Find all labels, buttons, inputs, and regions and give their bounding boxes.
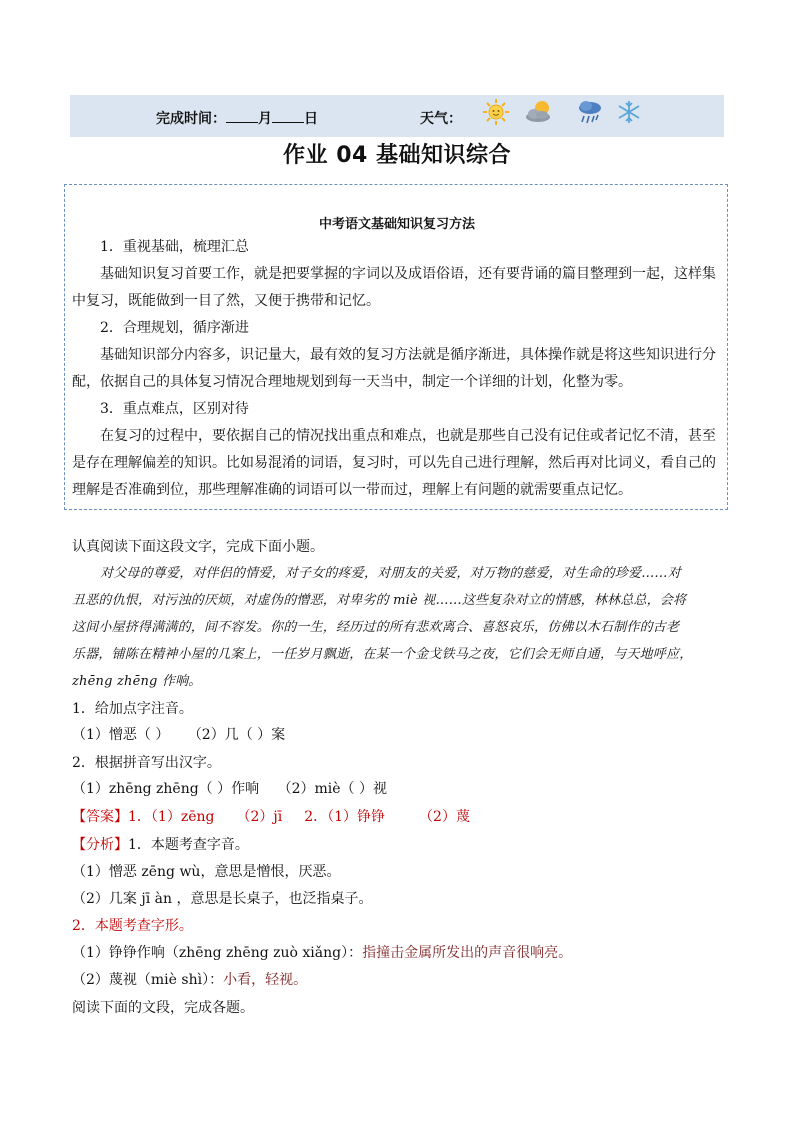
tips-heading-3: 3．重点难点，区别对待 <box>100 401 249 417</box>
tips-para-3-line-3: 理解是否准确到位，那些理解准确的词语可以一带而过，理解上有问题的就需要重点记忆。 <box>72 482 632 498</box>
analysis-line-1 <box>72 832 249 859</box>
passage-line-2: 丑恶的仇恨，对污浊的厌烦，对虚伪的憎恶，对卑劣的 miè 视……这些复杂对立的情感，林林总总，会将 <box>72 593 687 608</box>
passage-line-1: 对父母的尊爱，对伴侣的情爱，对子女的疼爱，对朋友的关爱，对万物的慈爱，对生命的珍爱……对 <box>100 566 681 581</box>
analysis-q2-item-1-term: （1）铮铮作响（zhēng zhēng zuò xiǎng）： <box>72 945 363 961</box>
analysis-tag: 【分析】 <box>72 837 128 853</box>
tips-para-3-line-2: 是存在理解偏差的知识。比如易混淆的词语，复习时，可以先自己进行理解，然后再对比词义，看自己的 <box>72 455 716 471</box>
partly-cloudy-icon[interactable] <box>524 98 556 126</box>
analysis-line-3: （2）几案 jī àn ，意思是长桌子，也泛指桌子。 <box>72 891 373 907</box>
tips-para-1-line-2: 中复习，既能做到一目了然，又便于携带和记忆。 <box>72 293 380 309</box>
tips-heading-2: 2．合理规划，循序渐进 <box>100 320 249 336</box>
question-2-stem: 2．根据拼音写出汉字。 <box>72 755 221 771</box>
sunny-icon[interactable] <box>482 98 510 126</box>
question-1-item-2: （2）几（ ）案 <box>187 727 286 743</box>
passage-line-5: zhēng zhēng 作响。 <box>72 674 202 689</box>
weather-label: 天气： <box>420 111 462 127</box>
day-blank[interactable] <box>272 110 304 123</box>
question-2-items <box>72 776 387 803</box>
page-title: 作业 04 基础知识综合 <box>283 143 511 168</box>
rain-icon[interactable] <box>576 98 604 126</box>
tips-para-2-line-1: 基础知识部分内容多，识记量大，最有效的复习方法就是循序渐进，具体操作就是将这些知识进行分 <box>100 347 716 363</box>
answer-tag: 【答案】 <box>72 809 128 825</box>
question-1-stem: 1．给加点字注音。 <box>72 701 193 717</box>
passage-line-3: 这间小屋挤得满满的，间不容发。你的一生，经历过的所有悲欢离合、喜怒哀乐，仿佛以木石制作的古老 <box>72 620 680 635</box>
analysis-q1-topic: 1．本题考查字音。 <box>128 837 249 853</box>
tips-heading-1: 1．重视基础，梳理汇总 <box>100 239 249 255</box>
analysis-line-6 <box>72 967 307 994</box>
analysis-q2-item-2-term: （2）蔑视（miè shì）： <box>72 972 224 988</box>
date-label: 完成时间： <box>156 111 226 127</box>
analysis-line-5 <box>72 940 572 967</box>
answer-line <box>72 804 470 831</box>
answer-1-2: （2）jī <box>236 809 283 825</box>
answer-1-1: 1．（1）zēng <box>128 809 215 825</box>
month-label: 月 <box>258 111 272 127</box>
question-1-item-1: （1）憎恶（ ） <box>72 727 170 743</box>
date-field <box>156 108 318 128</box>
month-blank[interactable] <box>226 110 258 123</box>
day-label: 日 <box>304 111 318 127</box>
analysis-line-2: （1）憎恶 zēng wù，意思是憎恨，厌恶。 <box>72 864 341 880</box>
analysis-q2-item-1-meaning: 指撞击金属所发出的声音很响亮。 <box>362 945 573 961</box>
analysis-q2-item-2-meaning: 小看，轻视。 <box>223 972 308 988</box>
answer-2-2: （2）蔑 <box>419 809 470 825</box>
tips-title: 中考语文基础知识复习方法 <box>318 217 475 232</box>
snow-icon[interactable] <box>616 98 642 126</box>
answer-2-1: 2．（1）铮铮 <box>304 809 386 825</box>
question-1-items <box>72 722 285 749</box>
question-2-item-1: （1）zhēng zhēng（ ）作响 <box>72 781 260 797</box>
passage-line-4: 乐器，铺陈在精神小屋的几案上，一任岁月飘逝，在某一个金戈铁马之夜，它们会无师自通，与天地呼应， <box>72 647 693 662</box>
next-reading-instruction: 阅读下面的文段，完成各题。 <box>72 1000 254 1016</box>
question-2-item-2: （2）miè（ ）视 <box>277 781 387 797</box>
reading-instruction: 认真阅读下面这段文字，完成下面小题。 <box>72 539 324 555</box>
analysis-q2-topic: 2．本题考查字形。 <box>72 918 193 934</box>
tips-para-2-line-2: 配，依据自己的具体复习情况合理地规划到每一天当中，制定一个详细的计划，化整为零。 <box>72 374 632 390</box>
tips-para-1-line-1: 基础知识复习首要工作，就是把要掌握的字词以及成语俗语，还有要背诵的篇目整理到一起，这样集 <box>100 266 716 282</box>
tips-para-3-line-1: 在复习的过程中，要依据自己的情况找出重点和难点，也就是那些自己没有记住或者记忆不清，甚至 <box>100 428 716 444</box>
